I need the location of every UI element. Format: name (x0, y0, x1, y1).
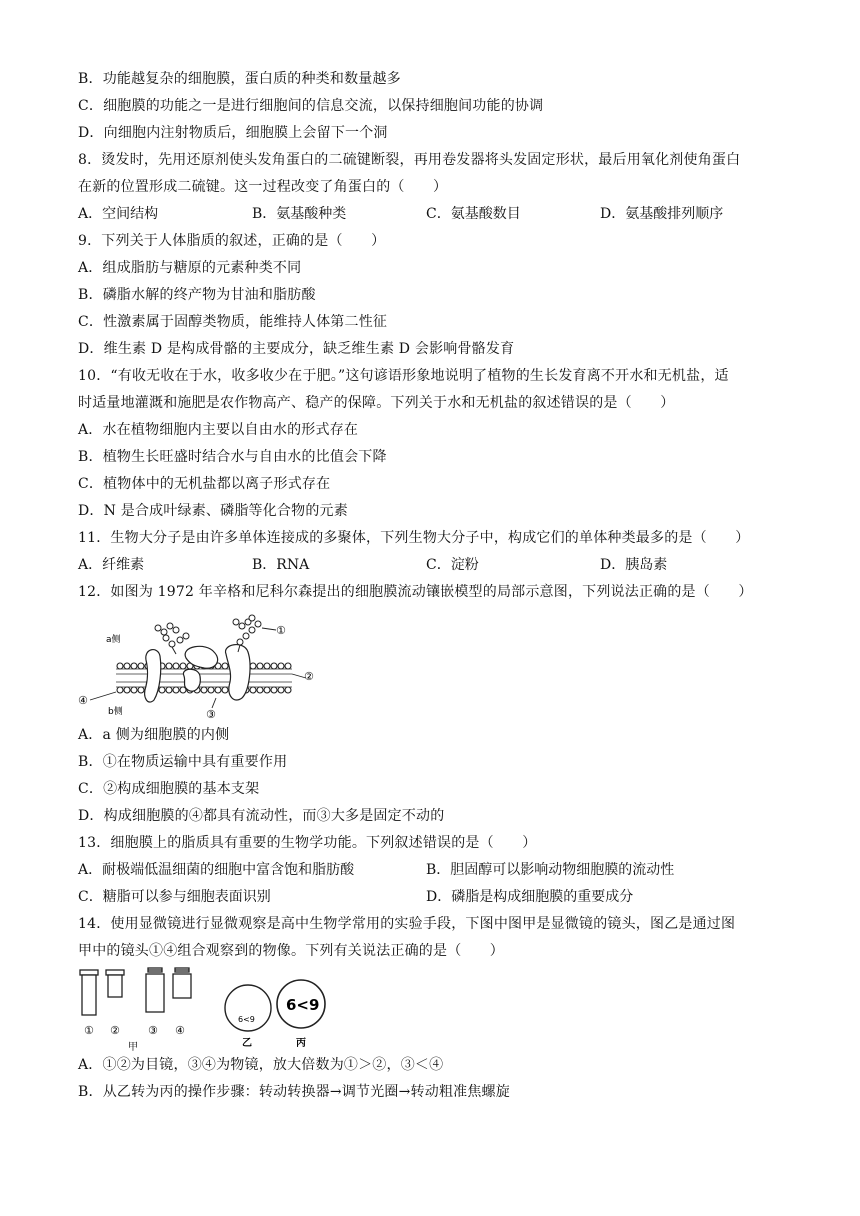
q14-stem-line1: 14．使用显微镜进行显微观察是高中生物学常用的实验手段，下图中图甲是显微镜的镜头，图乙是通过图 (78, 916, 736, 932)
lens-label-1: ① (84, 1024, 94, 1037)
q12-option-c: C．②构成细胞膜的基本支架 (78, 781, 260, 797)
phospholipid-lower-layer (117, 687, 291, 693)
q12-option-b: B．①在物质运输中具有重要作用 (78, 754, 288, 770)
microscope-figure (76, 964, 332, 1054)
q11-option-d: D．胰岛素 (600, 557, 668, 573)
figure-bing-label: 丙 (296, 1038, 306, 1049)
q8-stem-line2: 在新的位置形成二硫键。这一过程改变了角蛋白的（ ） (78, 179, 448, 195)
q13-option-c: C．糖脂可以参与细胞表面识别 (78, 889, 271, 905)
q13-option-d: D．磷脂是构成细胞膜的重要成分 (426, 889, 634, 905)
q14-option-b: B．从乙转为丙的操作步骤：转动转换器→调节光圈→转动粗准焦螺旋 (78, 1084, 510, 1100)
q11-option-a: A．纤维素 (78, 557, 145, 573)
q8-options (78, 204, 800, 224)
lens-1-eyepiece (80, 970, 98, 1015)
q13-option-a: A．耐极端低温细菌的细胞中富含饱和脂肪酸 (78, 862, 355, 878)
q11-options (78, 555, 800, 575)
q8-option-d: D．氨基酸排列顺序 (600, 206, 724, 222)
view-bing-text: 6<9 (286, 996, 320, 1014)
glycoprotein-chain (155, 615, 261, 647)
q13-option-b: B．胆固醇可以影响动物细胞膜的流动性 (426, 862, 675, 878)
marker-4: ④ (78, 694, 88, 707)
side-b-label: b侧 (108, 707, 123, 717)
view-yi-circle (225, 985, 271, 1031)
membrane-model-figure (76, 608, 322, 720)
embedded-protein (183, 669, 200, 691)
q10-stem-line2: 时适量地灌溉和施肥是农作物高产、稳产的保障。下列关于水和无机盐的叙述错误的是（ ） (78, 395, 675, 411)
marker-2: ② (304, 670, 314, 683)
lens-3-objective (146, 968, 164, 1012)
side-a-label: a侧 (106, 635, 121, 645)
lens-4-objective (173, 968, 191, 998)
q14-option-a: A．①②为目镜，③④为物镜，放大倍数为①＞②，③＜④ (78, 1057, 444, 1073)
q7-option-c: C．细胞膜的功能之一是进行细胞间的信息交流，以保持细胞间功能的协调 (78, 98, 544, 114)
q8-option-a: A．空间结构 (78, 206, 159, 222)
view-yi-text: 6<9 (238, 1015, 255, 1024)
figure-jia-label: 甲 (128, 1042, 138, 1053)
lipid-tails (116, 669, 292, 687)
q12-option-d: D．构成细胞膜的④都具有流动性，而③大多是固定不动的 (78, 808, 445, 824)
lens-label-3: ③ (148, 1024, 158, 1037)
q11-option-b: B．RNA (252, 557, 310, 573)
q10-option-b: B．植物生长旺盛时结合水与自由水的比值会下降 (78, 449, 387, 465)
q9-option-c: C．性激素属于固醇类物质，能维持人体第二性征 (78, 314, 388, 330)
q7-option-d: D．向细胞内注射物质后，细胞膜上会留下一个洞 (78, 125, 388, 141)
q13-options-row1 (78, 860, 800, 880)
q11-option-c: C．淀粉 (426, 557, 479, 573)
lens-2-eyepiece (106, 970, 124, 997)
q8-stem-line1: 8．烫发时，先用还原剂使头发角蛋白的二硫键断裂，再用卷发器将头发固定形状，最后用氧化剂使角蛋白 (78, 152, 741, 168)
transmembrane-protein-left (145, 650, 161, 702)
marker-3: ③ (206, 708, 216, 720)
q12-option-a: A．a 侧为细胞膜的内侧 (78, 727, 230, 743)
q11-stem: 11．生物大分子是由许多单体连接成的多聚体，下列生物大分子中，构成它们的单体种类最多的是（ ） (78, 530, 750, 546)
q14-stem-line2: 甲中的镜头①④组合观察到的物像。下列有关说法正确的是（ ） (78, 943, 504, 959)
q10-option-c: C．植物体中的无机盐都以离子形式存在 (78, 476, 331, 492)
lens-label-4: ④ (175, 1024, 185, 1037)
lens-label-2: ② (110, 1024, 120, 1037)
transmembrane-protein-right (226, 645, 250, 700)
q10-stem-line1: 10．“有收无收在于水，收多收少在于肥。”这句谚语形象地说明了植物的生长发育离不开水和无机盐，适 (78, 368, 729, 384)
q13-stem: 13．细胞膜上的脂质具有重要的生物学功能。下列叙述错误的是（ ） (78, 835, 537, 851)
q13-options-row2 (78, 887, 800, 907)
q10-option-a: A．水在植物细胞内主要以自由水的形式存在 (78, 422, 359, 438)
q9-option-b: B．磷脂水解的终产物为甘油和脂肪酸 (78, 287, 316, 303)
q9-stem: 9．下列关于人体脂质的叙述，正确的是（ ） (78, 233, 386, 249)
q9-option-d: D．维生素 D 是构成骨骼的主要成分，缺乏维生素 D 会影响骨骼发育 (78, 341, 515, 357)
q8-option-b: B．氨基酸种类 (252, 206, 347, 222)
figure-yi-label: 乙 (242, 1038, 252, 1049)
q12-stem: 12．如图为 1972 年辛格和尼科尔森提出的细胞膜流动镶嵌模型的局部示意图，下列说法正确的是（ ） (78, 584, 753, 600)
q9-option-a: A．组成脂肪与糖原的元素种类不同 (78, 260, 302, 276)
q10-option-d: D．N 是合成叶绿素、磷脂等化合物的元素 (78, 503, 348, 519)
marker-1: ① (276, 624, 286, 637)
q8-option-c: C．氨基酸数目 (426, 206, 521, 222)
q7-option-b: B．功能越复杂的细胞膜，蛋白质的种类和数量越多 (78, 71, 401, 87)
